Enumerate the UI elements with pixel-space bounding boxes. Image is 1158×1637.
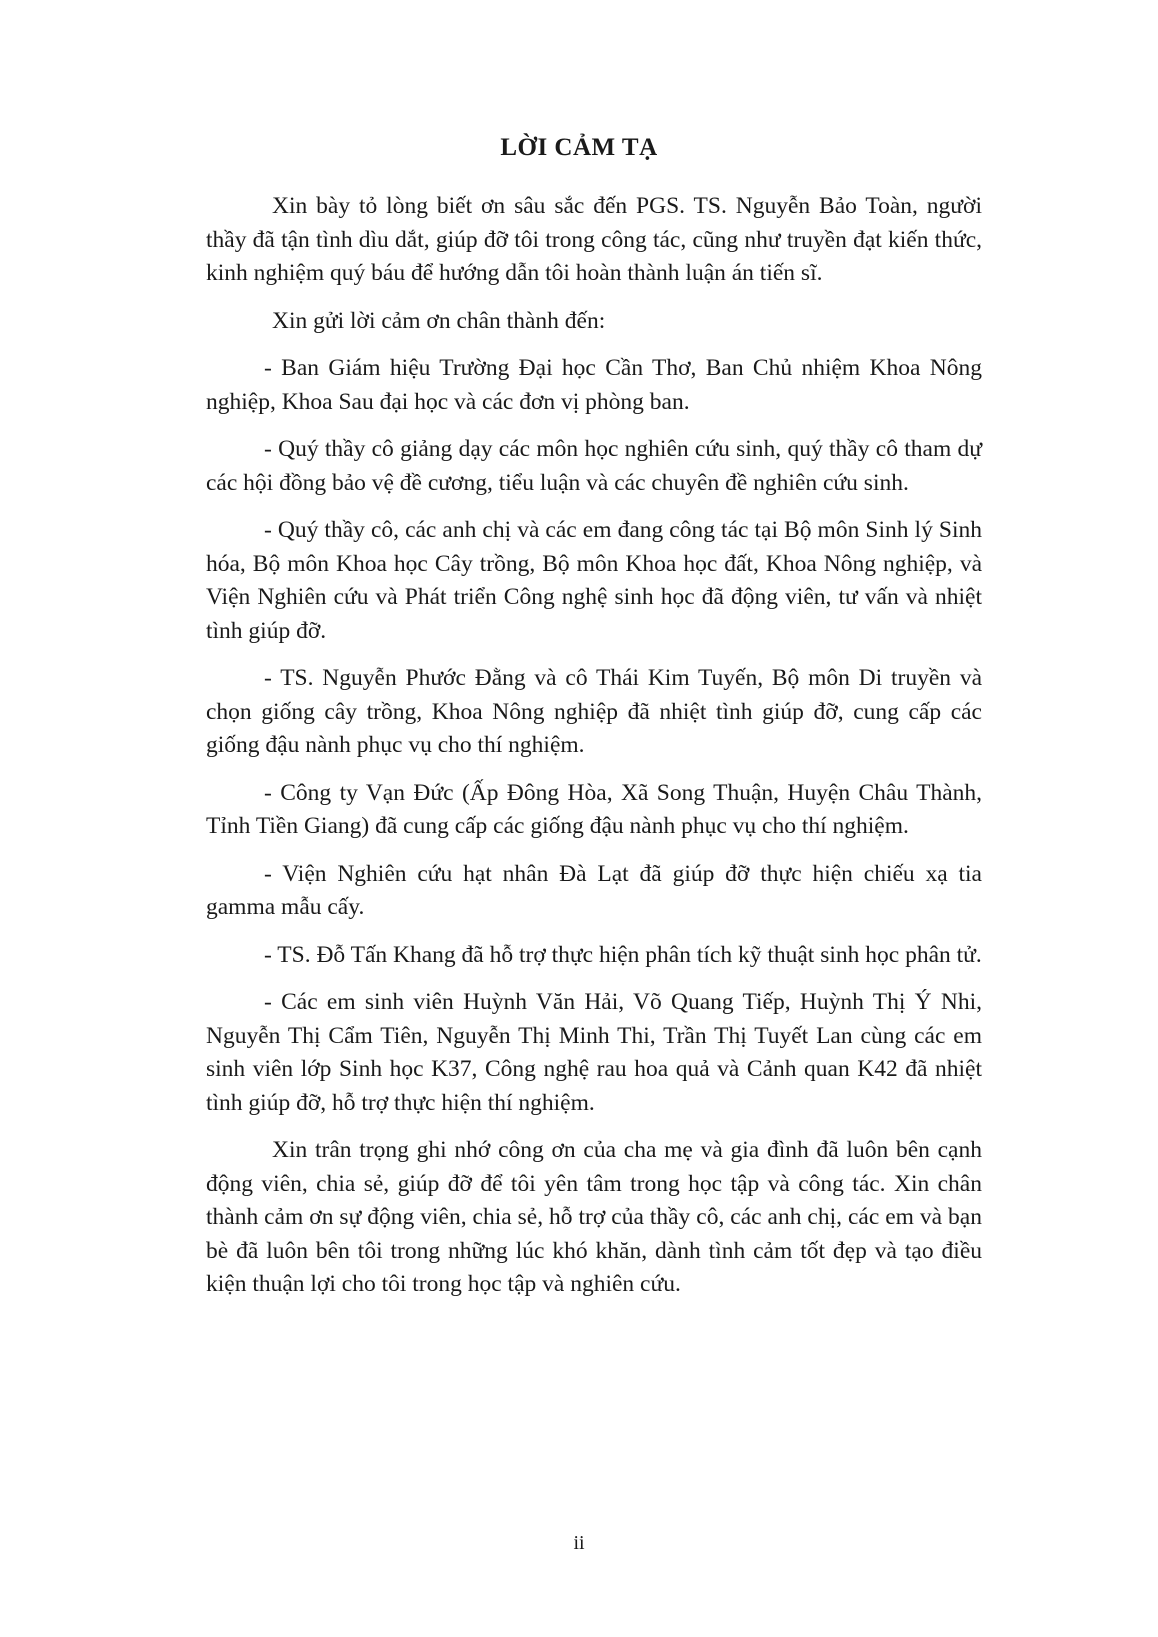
thanks-item: - Công ty Vạn Đức (Ấp Đông Hòa, Xã Song Thuận, Huyện Châu Thành, Tỉnh Tiền Giang) đã cung cấp các giống đậu nành phục vụ cho thí nghiệm. <box>206 779 982 839</box>
acknowledgement-body <box>206 190 982 1316</box>
intro-paragraph: Xin bày tỏ lòng biết ơn sâu sắc đến PGS. TS. Nguyễn Bảo Toàn, người thầy đã tận tình dìu dắt, giúp đỡ tôi trong công tác, cũng như truyền đạt kiến thức, kinh nghiệm quý báu để hướng dẫn tôi hoàn thành luận án tiến sĩ. <box>206 193 982 286</box>
thanks-item: - TS. Nguyễn Phước Đằng và cô Thái Kim Tuyến, Bộ môn Di truyền và chọn giống cây trồng, Khoa Nông nghiệp đã nhiệt tình giúp đỡ, cung cấp các giống đậu nành phục vụ cho thí nghiệm. <box>206 665 982 758</box>
thanks-item: - Các em sinh viên Huỳnh Văn Hải, Võ Quang Tiếp, Huỳnh Thị Ý Nhi, Nguyễn Thị Cẩm Tiên, Nguyễn Thị Minh Thi, Trần Thị Tuyết Lan cùng các em sinh viên lớp Sinh học K37, Công nghệ rau hoa quả và Cảnh quan K42 đã nhiệt tình giúp đỡ, hỗ trợ thực hiện thí nghiệm. <box>206 989 982 1116</box>
thanks-item: - Quý thầy cô, các anh chị và các em đang công tác tại Bộ môn Sinh lý Sinh hóa, Bộ môn Khoa học Cây trồng, Bộ môn Khoa học đất, Khoa Nông nghiệp, và Viện Nghiên cứu và Phát triển Công nghệ sinh học đã động viên, tư vấn và nhiệt tình giúp đỡ. <box>206 517 982 644</box>
page-title: LỜI CẢM TẠ <box>500 134 658 161</box>
thanks-item: - Ban Giám hiệu Trường Đại học Cần Thơ, Ban Chủ nhiệm Khoa Nông nghiệp, Khoa Sau đại học và các đơn vị phòng ban. <box>206 355 982 415</box>
thanks-lead-paragraph: Xin gửi lời cảm ơn chân thành đến: <box>272 307 606 334</box>
thanks-item: - Quý thầy cô giảng dạy các môn học nghiên cứu sinh, quý thầy cô tham dự các hội đồng bảo vệ đề cương, tiểu luận và các chuyên đề nghiên cứu sinh. <box>206 436 982 496</box>
thanks-item: - Viện Nghiên cứu hạt nhân Đà Lạt đã giúp đỡ thực hiện chiếu xạ tia gamma mẫu cấy. <box>206 860 982 920</box>
page-number: ii <box>573 1532 585 1554</box>
closing-paragraph: Xin trân trọng ghi nhớ công ơn của cha mẹ và gia đình đã luôn bên cạnh động viên, chia sẻ, giúp đỡ để tôi yên tâm trong học tập và công tác. Xin chân thành cảm ơn sự động viên, chia sẻ, hỗ trợ của thầy cô, các anh chị, các em và bạn bè đã luôn bên tôi trong những lúc khó khăn, dành tình cảm tốt đẹp và tạo điều kiện thuận lợi cho tôi trong học tập và nghiên cứu. <box>206 1137 982 1297</box>
thanks-item: - TS. Đỗ Tấn Khang đã hỗ trợ thực hiện phân tích kỹ thuật sinh học phân tử. <box>264 941 982 968</box>
